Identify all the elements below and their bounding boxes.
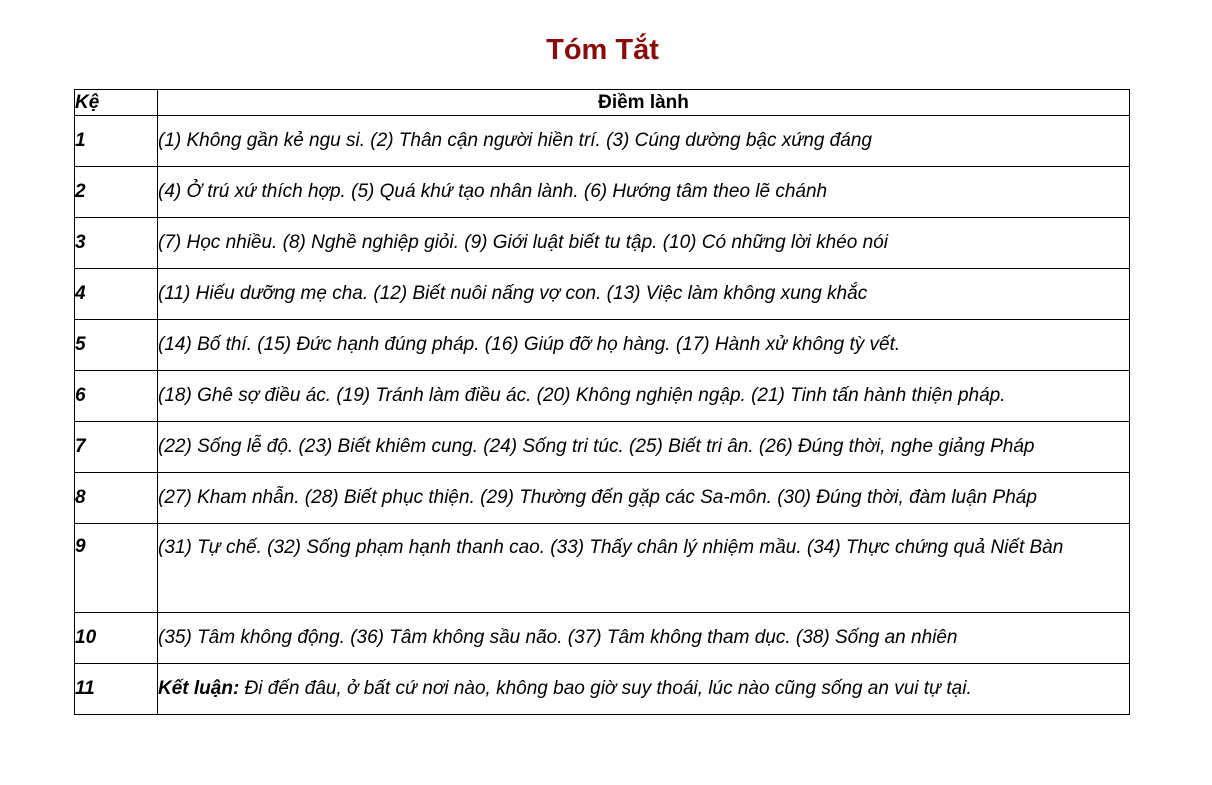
conclusion-label: Kết luận:	[158, 678, 240, 699]
row-text: (14) Bố thí. (15) Đức hạnh đúng pháp. (16) Giúp đỡ họ hàng. (17) Hành xử không tỳ vết.	[158, 320, 1130, 371]
row-number: 10	[75, 613, 158, 664]
row-text: (35) Tâm không động. (36) Tâm không sầu não. (37) Tâm không tham dục. (38) Sống an nhiên	[158, 613, 1130, 664]
row-number: 1	[75, 116, 158, 167]
row-number: 8	[75, 473, 158, 524]
table-row	[75, 116, 1130, 167]
conclusion-text	[158, 664, 1130, 715]
table-row	[75, 524, 1130, 613]
conclusion-row	[75, 664, 1130, 715]
column-header-diem-lanh: Điềm lành	[158, 90, 1130, 116]
row-text: (1) Không gần kẻ ngu si. (2) Thân cận người hiền trí. (3) Cúng dường bậc xứng đáng	[158, 116, 1130, 167]
row-text: (31) Tự chế. (32) Sống phạm hạnh thanh cao. (33) Thấy chân lý nhiệm mầu. (34) Thực chứng quả Niết Bàn	[158, 524, 1130, 613]
table-row	[75, 269, 1130, 320]
row-text: (18) Ghê sợ điều ác. (19) Tránh làm điều ác. (20) Không nghiện ngập. (21) Tinh tấn hành thiện pháp.	[158, 371, 1130, 422]
table-row	[75, 218, 1130, 269]
row-number: 3	[75, 218, 158, 269]
row-number: 11	[75, 664, 158, 715]
row-number: 9	[75, 524, 158, 613]
table-row	[75, 473, 1130, 524]
table-header-row	[75, 90, 1130, 116]
row-number: 6	[75, 371, 158, 422]
row-text: (11) Hiếu dưỡng mẹ cha. (12) Biết nuôi nấng vợ con. (13) Việc làm không xung khắc	[158, 269, 1130, 320]
row-number: 2	[75, 167, 158, 218]
conclusion-body: Đi đến đâu, ở bất cứ nơi nào, không bao giờ suy thoái, lúc nào cũng sống an vui tự tại.	[239, 678, 972, 699]
row-number: 5	[75, 320, 158, 371]
table-row	[75, 371, 1130, 422]
page-title: Tóm Tắt	[546, 34, 659, 66]
table-row	[75, 167, 1130, 218]
table-row	[75, 422, 1130, 473]
row-text: (22) Sống lễ độ. (23) Biết khiêm cung. (24) Sống tri túc. (25) Biết tri ân. (26) Đúng thời, nghe giảng Pháp	[158, 422, 1130, 473]
row-number: 4	[75, 269, 158, 320]
summary-table	[74, 89, 1130, 715]
row-text: (27) Kham nhẫn. (28) Biết phục thiện. (29) Thường đến gặp các Sa-môn. (30) Đúng thời, đàm luận Pháp	[158, 473, 1130, 524]
column-header-ke: Kệ	[75, 90, 158, 116]
row-text: (4) Ở trú xứ thích hợp. (5) Quá khứ tạo nhân lành. (6) Hướng tâm theo lẽ chánh	[158, 167, 1130, 218]
table-row	[75, 613, 1130, 664]
row-text: (7) Học nhiều. (8) Nghề nghiệp giỏi. (9) Giới luật biết tu tập. (10) Có những lời khéo nói	[158, 218, 1130, 269]
table-row	[75, 320, 1130, 371]
row-number: 7	[75, 422, 158, 473]
